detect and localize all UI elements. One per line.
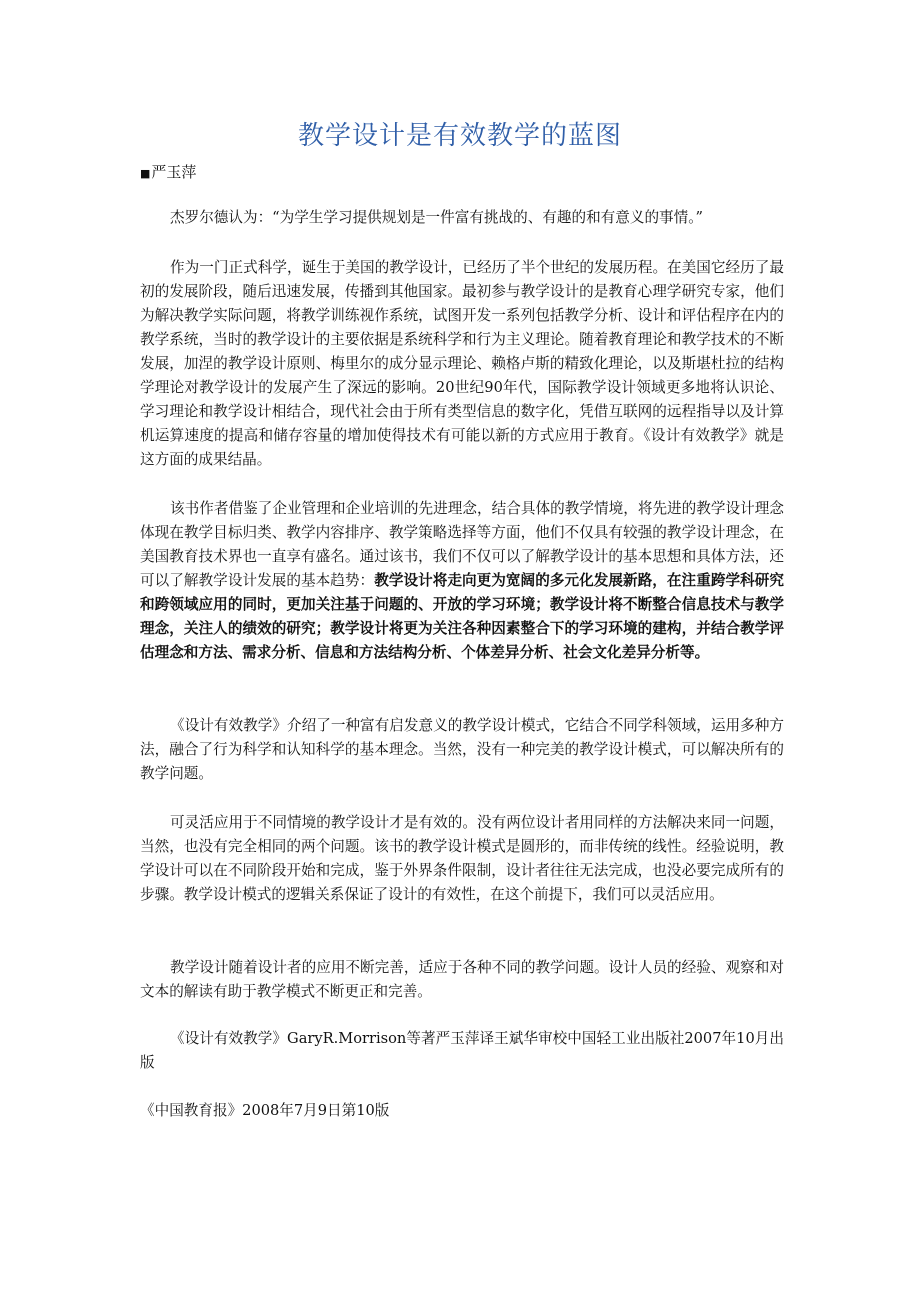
paragraph-improvement: 教学设计随着设计者的应用不断完善，适应于各种不同的教学问题。设计人员的经验、观察和对文本的解读有助于教学模式不断更正和完善。 xyxy=(140,959,784,1000)
author-bullet-icon: ■ xyxy=(140,167,151,180)
paragraph-quote: 杰罗尔德认为：“为学生学习提供规划是一件富有挑战的、有趣的和有意义的事情。” xyxy=(170,209,703,226)
paragraph-model: 《设计有效教学》介绍了一种富有启发意义的教学设计模式，它结合不同学科领域，运用多种方法，融合了行为科学和认知科学的基本理念。当然，没有一种完美的教学设计模式，可以解决所有的教学问题。 xyxy=(140,717,784,782)
paragraph-book-intro-text: 该书作者借鉴了企业管理和企业培训的先进理念，结合具体的教学情境，将先进的教学设计理念体现在教学目标归类、教学内容排序、教学策略选择等方面，他们不仅具有较强的教学设计理念，在美国教育技术界也一直享有盛名。通过该书，我们不仅可以了解教学设计的基本思想和具体方法，还可以了解教学设计发展的基本趋势： xyxy=(140,500,784,589)
paragraph-history: 作为一门正式科学，诞生于美国的教学设计，已经历了半个世纪的发展历程。在美国它经历了最初的发展阶段，随后迅速发展，传播到其他国家。最初参与教学设计的是教育心理学研究专家，他们为解决教学实际问题，将教学训练视作系统，试图开发一系列包括教学分析、设计和评估程序在内的教学系统，当时的教学设计的主要依据是系统科学和行为主义理论。随着教育理论和教学技术的不断发展，加涅的教学设计原则、梅里尔的成分显示理论、赖格卢斯的精致化理论，以及斯堪杜拉的结构学理论对教学设计的发展产生了深远的影响。20世纪90年代，国际教学设计领域更多地将认识论、学习理论和教学设计相结合，现代社会由于所有类型信息的数字化，凭借互联网的远程指导以及计算机运算速度的提高和储存容量的增加使得技术有可能以新的方式应用于教育。《设计有效教学》就是这方面的成果结晶。 xyxy=(140,259,784,468)
article-title: 教学设计是有效教学的蓝图 xyxy=(297,121,622,151)
paragraph-trends-bold: 教学设计将走向更为宽阔的多元化发展新路，在注重跨学科研究和跨领域应用的同时，更加关注基于问题的、开放的学习环境；教学设计将不断整合信息技术与教学理念，关注人的绩效的研究；教学设计将更为关注各种因素整合下的学习环境的建构，并结合教学评估理念和方法、需求分析、信息和方法结构分析、个体差异分析、社会文化差异分析等。 xyxy=(140,572,784,661)
book-citation: 《设计有效教学》GaryR.Morrison等著严玉萍译王斌华审校中国轻工业出版社2007年10月出版 xyxy=(140,1030,784,1071)
paragraph-book-intro xyxy=(140,497,784,665)
author-line xyxy=(140,160,196,186)
author-name: 严玉萍 xyxy=(151,163,197,181)
newspaper-source: 《中国教育报》2008年7月9日第10版 xyxy=(140,1102,390,1119)
paragraph-flexibility: 可灵活应用于不同情境的教学设计才是有效的。没有两位设计者用同样的方法解决来同一问题，当然，也没有完全相同的两个问题。该书的教学设计模式是圆形的，而非传统的线性。经验说明，教学设计可以在不同阶段开始和完成，鉴于外界条件限制，设计者往往无法完成，也没必要完成所有的步骤。教学设计模式的逻辑关系保证了设计的有效性，在这个前提下，我们可以灵活应用。 xyxy=(140,814,784,903)
